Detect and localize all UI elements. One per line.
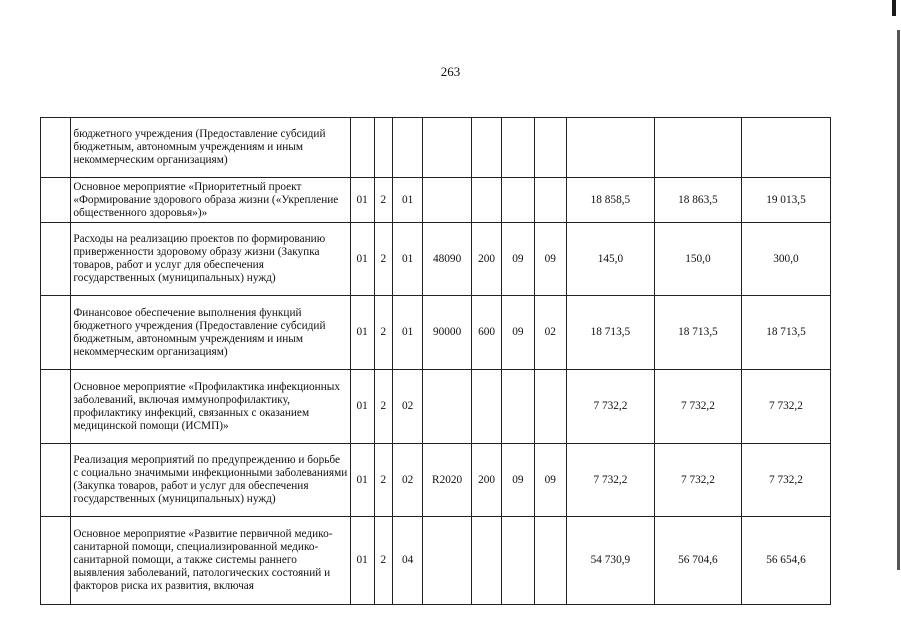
scan-edge-mark	[892, 0, 896, 16]
table-row	[41, 370, 831, 444]
amount-year3-cell: 19 013,5	[741, 178, 830, 223]
table-row	[41, 223, 831, 296]
table-row	[41, 118, 831, 178]
subsection-code-cell	[534, 178, 566, 223]
amount-year3-cell: 7 732,2	[741, 444, 830, 517]
program-code-cell: 01	[350, 517, 374, 605]
event-code-cell: 01	[392, 223, 422, 296]
scan-edge-line	[897, 30, 900, 570]
subsection-code-cell	[534, 370, 566, 444]
subprogram-code-cell: 2	[374, 517, 392, 605]
amount-year2-cell: 150,0	[654, 223, 741, 296]
page-number: 263	[440, 64, 461, 79]
subsection-code-cell: 09	[534, 223, 566, 296]
row-name-cell: бюджетного учреждения (Предоставление субсидий бюджетным, автономным учреждениям и иным некоммерческим организациям)	[71, 118, 350, 178]
direction-code-cell	[423, 517, 472, 605]
row-number-cell	[41, 118, 71, 178]
section-code-cell	[502, 370, 534, 444]
amount-year1-cell: 7 732,2	[566, 370, 654, 444]
expense-type-cell	[471, 517, 501, 605]
program-code-cell: 01	[350, 296, 374, 370]
row-name-cell: Основное мероприятие «Приоритетный проект «Формирование здорового образа жизни («Укрепление общественного здоровья»)»	[71, 178, 350, 223]
subsection-code-cell: 02	[534, 296, 566, 370]
amount-year1-cell	[566, 118, 654, 178]
section-code-cell	[502, 178, 534, 223]
expense-type-cell	[471, 118, 501, 178]
amount-year2-cell	[654, 118, 741, 178]
amount-year1-cell: 18 713,5	[566, 296, 654, 370]
direction-code-cell	[423, 370, 472, 444]
row-number-cell	[41, 444, 71, 517]
program-code-cell: 01	[350, 178, 374, 223]
row-name-cell: Основное мероприятие «Развитие первичной медико-санитарной помощи, специализированной медико-санитарной помощи, а также системы раннего выявления заболеваний, патологических состояний и факторов риска их развития, включая	[71, 517, 350, 605]
event-code-cell: 04	[392, 517, 422, 605]
subprogram-code-cell: 2	[374, 223, 392, 296]
amount-year1-cell: 7 732,2	[566, 444, 654, 517]
expense-type-cell: 200	[471, 444, 501, 517]
row-name-cell: Финансовое обеспечение выполнения функций бюджетного учреждения (Предоставление субсидий бюджетным, автономным учреждениям и иным некоммерческим организациям)	[71, 296, 350, 370]
table-row	[41, 178, 831, 223]
section-code-cell: 09	[502, 296, 534, 370]
program-code-cell: 01	[350, 370, 374, 444]
amount-year2-cell: 18 863,5	[654, 178, 741, 223]
program-code-cell: 01	[350, 444, 374, 517]
subprogram-code-cell: 2	[374, 370, 392, 444]
amount-year2-cell: 7 732,2	[654, 370, 741, 444]
amount-year1-cell: 18 858,5	[566, 178, 654, 223]
row-number-cell	[41, 517, 71, 605]
event-code-cell: 02	[392, 444, 422, 517]
program-code-cell	[350, 118, 374, 178]
budget-table	[40, 117, 831, 605]
row-name-cell: Реализация мероприятий по предупреждению и борьбе с социально значимыми инфекционными заболеваниями (Закупка товаров, работ и услуг для обеспечения государственных (муниципальных) нужд)	[71, 444, 350, 517]
row-number-cell	[41, 223, 71, 296]
row-number-cell	[41, 178, 71, 223]
table-row	[41, 296, 831, 370]
section-code-cell	[502, 118, 534, 178]
direction-code-cell: R2020	[423, 444, 472, 517]
expense-type-cell: 600	[471, 296, 501, 370]
expense-type-cell: 200	[471, 223, 501, 296]
subsection-code-cell	[534, 118, 566, 178]
amount-year3-cell: 7 732,2	[741, 370, 830, 444]
subprogram-code-cell: 2	[374, 444, 392, 517]
amount-year3-cell: 300,0	[741, 223, 830, 296]
subprogram-code-cell	[374, 118, 392, 178]
row-number-cell	[41, 296, 71, 370]
amount-year1-cell: 145,0	[566, 223, 654, 296]
expense-type-cell	[471, 178, 501, 223]
subprogram-code-cell: 2	[374, 296, 392, 370]
event-code-cell: 02	[392, 370, 422, 444]
event-code-cell: 01	[392, 178, 422, 223]
amount-year3-cell: 56 654,6	[741, 517, 830, 605]
row-number-cell	[41, 370, 71, 444]
table-row	[41, 444, 831, 517]
event-code-cell: 01	[392, 296, 422, 370]
section-code-cell	[502, 517, 534, 605]
amount-year3-cell: 18 713,5	[741, 296, 830, 370]
amount-year1-cell: 54 730,9	[566, 517, 654, 605]
direction-code-cell	[423, 118, 472, 178]
section-code-cell: 09	[502, 223, 534, 296]
amount-year2-cell: 18 713,5	[654, 296, 741, 370]
amount-year3-cell	[741, 118, 830, 178]
amount-year2-cell: 7 732,2	[654, 444, 741, 517]
amount-year2-cell: 56 704,6	[654, 517, 741, 605]
table-row	[41, 517, 831, 605]
subsection-code-cell: 09	[534, 444, 566, 517]
direction-code-cell	[423, 178, 472, 223]
section-code-cell: 09	[502, 444, 534, 517]
subsection-code-cell	[534, 517, 566, 605]
expense-type-cell	[471, 370, 501, 444]
event-code-cell	[392, 118, 422, 178]
direction-code-cell: 48090	[423, 223, 472, 296]
program-code-cell: 01	[350, 223, 374, 296]
row-name-cell: Расходы на реализацию проектов по формированию приверженности здоровому образу жизни (Закупка товаров, работ и услуг для обеспечения государственных (муниципальных) нужд)	[71, 223, 350, 296]
direction-code-cell: 90000	[423, 296, 472, 370]
row-name-cell: Основное мероприятие «Профилактика инфекционных заболеваний, включая иммунопрофилактику, профилактику инфекций, связанных с оказанием медицинской помощи (ИСМП)»	[71, 370, 350, 444]
subprogram-code-cell: 2	[374, 178, 392, 223]
